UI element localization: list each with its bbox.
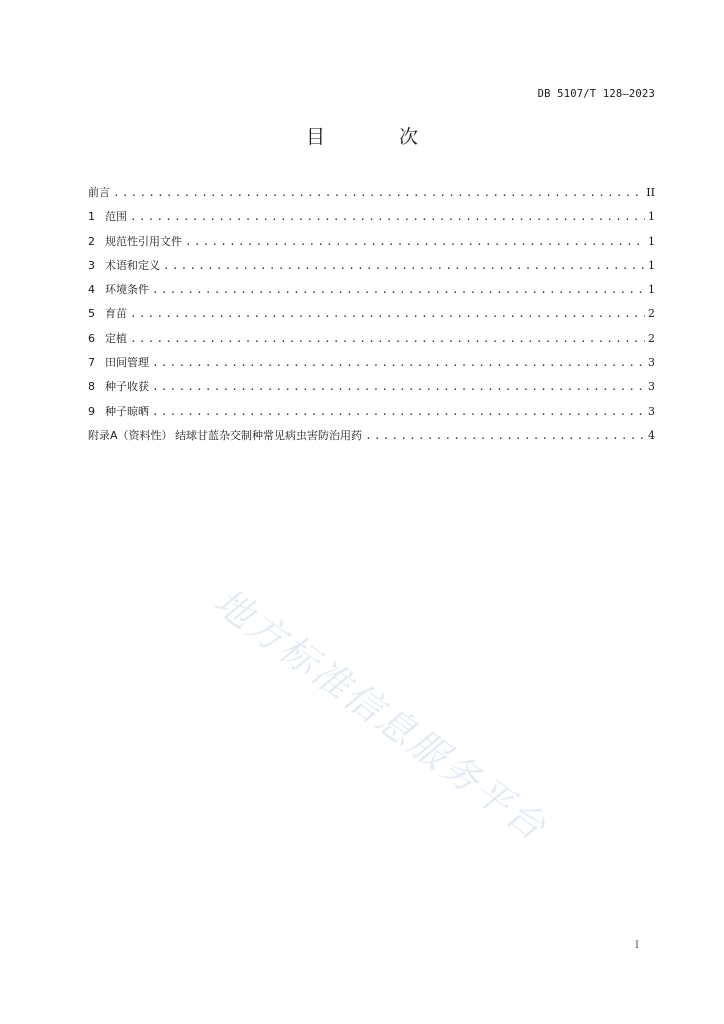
- table-of-contents: [88, 184, 655, 451]
- toc-entry-page: 3: [648, 356, 655, 370]
- toc-leader-dots: [185, 235, 645, 248]
- toc-entry-label: 育苗: [105, 307, 127, 321]
- toc-entry-page: 1: [648, 234, 655, 248]
- toc-leader-dots: [152, 356, 645, 369]
- toc-entry-label: 规范性引用文件: [105, 234, 182, 248]
- toc-entry-page: 1: [648, 258, 655, 272]
- toc-leader-dots: [365, 429, 645, 442]
- document-code: DB 5107/T 128—2023: [537, 88, 655, 100]
- toc-entry-number: 6: [88, 331, 95, 345]
- toc-entry-page: 4: [648, 428, 655, 442]
- toc-entry-number: 3: [88, 258, 95, 272]
- toc-entry-page: II: [646, 186, 655, 199]
- toc-entry-page: 3: [648, 380, 655, 394]
- toc-entry-page: 1: [648, 283, 655, 297]
- watermark: 地方标准信息服务平台: [206, 579, 556, 850]
- toc-entry-label: 环境条件: [105, 283, 149, 297]
- toc-leader-dots: [163, 259, 645, 272]
- toc-leader-dots: [130, 332, 645, 345]
- toc-entry-6[interactable]: [88, 330, 655, 354]
- toc-entry-2[interactable]: [88, 233, 655, 257]
- toc-appendix-title: 结球甘蓝杂交制种常见病虫害防治用药: [175, 428, 363, 442]
- toc-entry-page: 1: [648, 210, 655, 224]
- toc-entry-1[interactable]: [88, 208, 655, 232]
- toc-entry-number: 8: [88, 380, 95, 394]
- toc-entry-label: 种子收获: [105, 380, 149, 394]
- toc-leader-dots: [130, 210, 645, 223]
- toc-entry-label: 前言: [88, 186, 110, 199]
- toc-leader-dots: [113, 186, 643, 199]
- toc-entry-label: 范围: [105, 210, 127, 224]
- toc-entry-preface[interactable]: [88, 184, 655, 208]
- toc-entry-9[interactable]: [88, 403, 655, 427]
- toc-entry-label: 种子晾晒: [105, 404, 149, 418]
- toc-entry-5[interactable]: [88, 305, 655, 329]
- toc-entry-7[interactable]: [88, 354, 655, 378]
- toc-entry-number: 1: [88, 210, 95, 224]
- toc-entry-label: 术语和定义: [105, 258, 160, 272]
- toc-entry-number: 2: [88, 234, 95, 248]
- toc-entry-page: 2: [648, 307, 655, 321]
- toc-entry-8[interactable]: [88, 378, 655, 402]
- toc-leader-dots: [152, 380, 645, 393]
- toc-leader-dots: [152, 405, 645, 418]
- page-number: I: [635, 940, 639, 951]
- toc-entry-label: 定植: [105, 331, 127, 345]
- toc-entry-page: 3: [648, 404, 655, 418]
- toc-entry-label: 田间管理: [105, 356, 149, 370]
- page-title: 目 次: [305, 126, 453, 148]
- toc-entry-4[interactable]: [88, 281, 655, 305]
- toc-leader-dots: [152, 283, 645, 296]
- toc-entry-number: 4: [88, 283, 95, 297]
- toc-entry-appendix-a[interactable]: [88, 427, 655, 451]
- toc-appendix-designation: 附录A（资料性）: [88, 428, 173, 442]
- toc-entry-page: 2: [648, 331, 655, 345]
- toc-entry-3[interactable]: [88, 257, 655, 281]
- toc-entry-number: 5: [88, 307, 95, 321]
- toc-entry-number: 7: [88, 356, 95, 370]
- toc-entry-number: 9: [88, 404, 95, 418]
- toc-leader-dots: [130, 307, 645, 320]
